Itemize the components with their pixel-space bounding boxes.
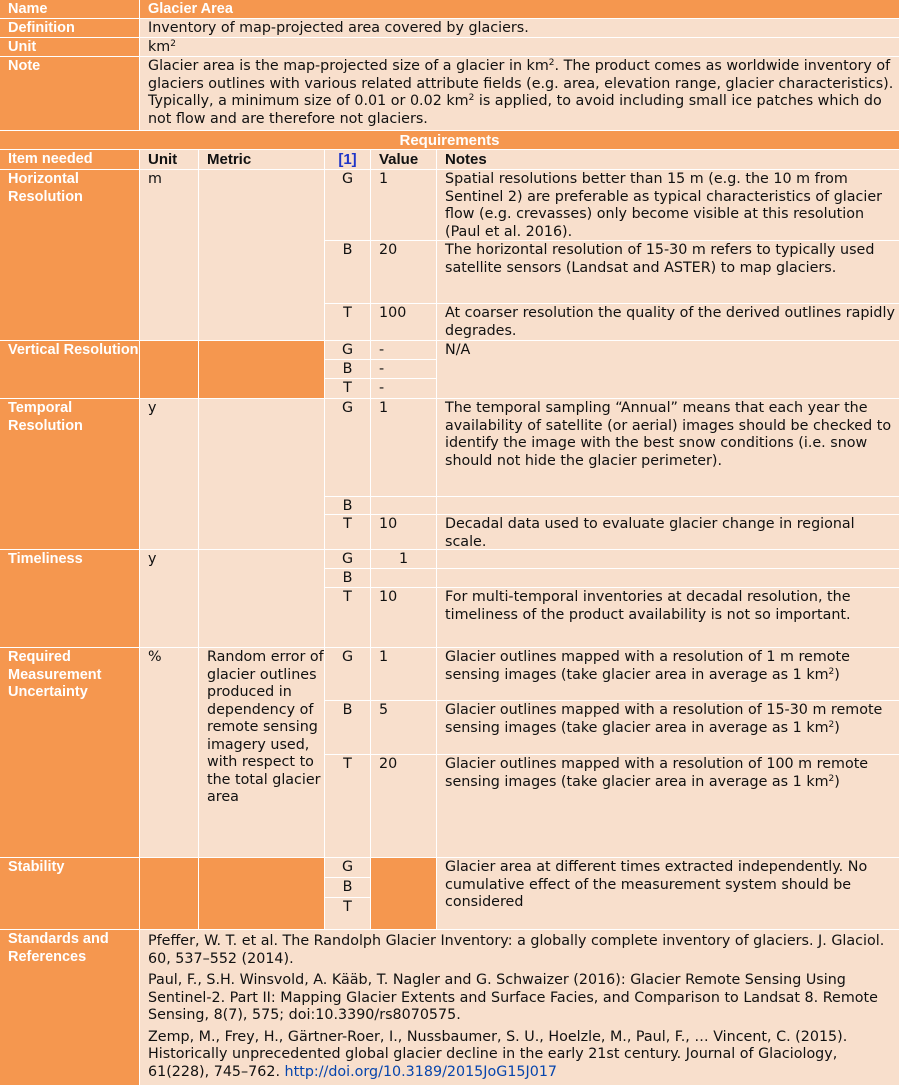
definition-label: Definition	[0, 19, 140, 38]
reference-item: Paul, F., S.H. Winsvold, A. Kääb, T. Nagler and G. Schwaizer (2016): Glacier Remote Sensing Using Sentinel-2. Part II: Mapping Glacier Extents and Surface Facies, and Comparison to Landsat 8. Remote Sensing, 8(7), 575; doi:10.3390/rs8070575.	[148, 972, 878, 1023]
unit-cell	[140, 341, 199, 399]
value-cell: 20	[371, 755, 437, 858]
level-g: G	[325, 341, 371, 360]
item-stability: Stability	[0, 858, 140, 930]
notes-cell	[437, 497, 900, 515]
header-value: Value	[371, 150, 437, 170]
unit-label: Unit	[0, 38, 140, 57]
header-unit: Unit	[140, 150, 199, 170]
definition-value: Inventory of map-projected area covered by glaciers.	[140, 19, 900, 38]
reference-item: Pfeffer, W. T. et al. The Randolph Glacier Inventory: a globally complete inventory of glaciers. J. Glaciol. 60, 537–552 (2014).	[148, 933, 885, 967]
value-cell	[371, 858, 437, 930]
level-b: B	[325, 497, 371, 515]
standards-references-label: Standards and References	[0, 930, 140, 1086]
level-g: G	[325, 550, 371, 569]
reference-item: Zemp, M., Frey, H., Gärtner-Roer, I., Nussbaumer, S. U., Hoelzle, M., Paul, F., … Vincent, C. (2015). Historically unprecedented global glacier decline in the early 21st century. Journal of Glaciology, 61(228), 745–762. http://doi.org/10.3189/2015JoG15J017	[148, 1028, 848, 1080]
unit-cell: m	[140, 170, 199, 341]
notes-cell: At coarser resolution the quality of the derived outlines rapidly degrades.	[437, 304, 900, 341]
level-g: G	[325, 858, 371, 878]
notes-cell: Spatial resolutions better than 15 m (e.g. the 10 m from Sentinel 2) are preferable as typical characteristics of glacier flow (e.g. crevasses) only become visible at this resolution (Paul et al. 2016).	[437, 170, 900, 241]
notes-cell: Glacier outlines mapped with a resolution of 1 m remote sensing images (take glacier area in average as 1 $km^2$)	[437, 648, 900, 701]
level-b: B	[325, 878, 371, 898]
notes-cell: Decadal data used to evaluate glacier change in regional scale.	[437, 515, 900, 550]
notes-cell: N/A	[437, 341, 900, 399]
unit-value: $km^2$	[140, 38, 900, 57]
references-list	[140, 930, 900, 1086]
value-cell	[371, 569, 437, 588]
notes-cell: Glacier area at different times extracted independently. No cumulative effect of the measurement system should be considered	[437, 858, 900, 930]
notes-cell: The horizontal resolution of 15-30 m refers to typically used satellite sensors (Landsat and ASTER) to map glaciers.	[437, 241, 900, 304]
level-g: G	[325, 648, 371, 701]
item-timeliness: Timeliness	[0, 550, 140, 648]
item-temporal-resolution: Temporal Resolution	[0, 399, 140, 550]
value-cell: 10	[371, 588, 437, 648]
value-cell: 1	[371, 399, 437, 497]
notes-cell: The temporal sampling “Annual” means that each year the availability of satellite (or aerial) images should be checked to identify the image with the best snow conditions (i.e. snow should not hide the glacier perimeter).	[437, 399, 900, 497]
item-horizontal-resolution: Horizontal Resolution	[0, 170, 140, 341]
value-cell: 20	[371, 241, 437, 304]
unit-cell: %	[140, 648, 199, 858]
header-notes: Notes	[437, 150, 900, 170]
level-t: T	[325, 588, 371, 648]
value-cell: 5	[371, 701, 437, 755]
value-cell: -	[371, 360, 437, 379]
level-t: T	[325, 379, 371, 399]
level-t: T	[325, 755, 371, 858]
doi-link[interactable]: http://doi.org/10.3189/2015JoG15J017	[284, 1063, 558, 1080]
unit-cell: y	[140, 399, 199, 550]
level-b: B	[325, 701, 371, 755]
value-cell: 1	[371, 648, 437, 701]
note-label: Note	[0, 57, 140, 131]
value-cell: -	[371, 341, 437, 360]
notes-cell	[437, 550, 900, 569]
header-reference-link[interactable]: [1]	[325, 150, 371, 170]
notes-cell	[437, 569, 900, 588]
requirements-heading: Requirements	[0, 131, 900, 150]
metric-cell	[199, 550, 325, 648]
value-cell: 10	[371, 515, 437, 550]
value-cell: -	[371, 379, 437, 399]
level-g: G	[325, 399, 371, 497]
header-metric: Metric	[199, 150, 325, 170]
level-t: T	[325, 898, 371, 930]
value-cell: 1	[371, 550, 437, 569]
level-t: T	[325, 515, 371, 550]
header-item-needed: Item needed	[0, 150, 140, 170]
value-cell: 100	[371, 304, 437, 341]
metric-cell: Random error of glacier outlines produced in dependency of remote sensing imagery used, with respect to the total glacier area	[199, 648, 325, 858]
item-vertical-resolution: Vertical Resolution	[0, 341, 140, 399]
metric-cell	[199, 170, 325, 341]
unit-cell: y	[140, 550, 199, 648]
level-b: B	[325, 360, 371, 379]
notes-cell: For multi-temporal inventories at decadal resolution, the timeliness of the product availability is not so important.	[437, 588, 900, 648]
notes-cell: Glacier outlines mapped with a resolution of 15-30 m remote sensing images (take glacier area in average as 1 $km^2$)	[437, 701, 900, 755]
level-t: T	[325, 304, 371, 341]
value-cell	[371, 497, 437, 515]
level-b: B	[325, 241, 371, 304]
name-label: Name	[0, 0, 140, 19]
metric-cell	[199, 341, 325, 399]
level-b: B	[325, 569, 371, 588]
metric-cell	[199, 399, 325, 550]
unit-cell	[140, 858, 199, 930]
note-value: Glacier area is the map-projected size of a glacier in $km^2$. The product comes as worldwide inventory of glaciers outlines with various related attribute fields (e.g. area, elevation range, glacier characteristics). Typically, a minimum size of 0.01 or 0.02 $km^2$ is applied, to avoid including small ice patches which do not flow and are therefore not glaciers.	[140, 57, 900, 131]
name-value: Glacier Area	[140, 0, 900, 19]
level-g: G	[325, 170, 371, 241]
notes-cell: Glacier outlines mapped with a resolution of 100 m remote sensing images (take glacier area in average as 1 $km^2$)	[437, 755, 900, 858]
metric-cell	[199, 858, 325, 930]
item-required-measurement-uncertainty: Required Measurement Uncertainty	[0, 648, 140, 858]
value-cell: 1	[371, 170, 437, 241]
